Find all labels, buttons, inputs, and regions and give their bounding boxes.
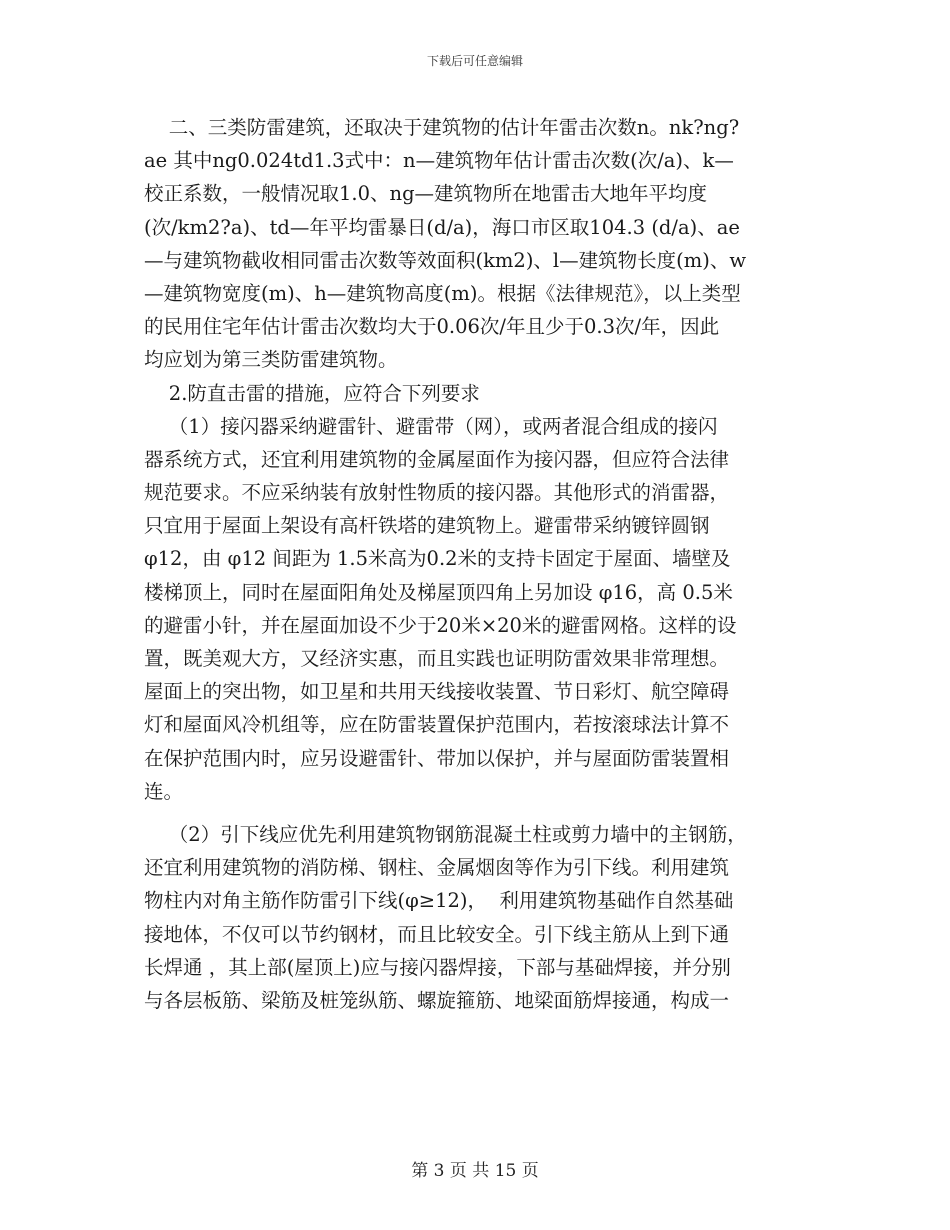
text-line: 2.防直击雷的措施，应符合下列要求 [144, 381, 480, 405]
page-footer: 第 3 页 共 15 页 [411, 1161, 539, 1181]
text-line: 屋面上的突出物，如卫星和共用天线接收装置、节日彩灯、航空障碍 [144, 680, 730, 704]
text-line: 均应划为第三类防雷建筑物。 [144, 348, 398, 372]
text-line: 只宜用于屋面上架设有高杆铁塔的建筑物上。避雷带采纳镀锌圆钢 [144, 514, 710, 538]
paragraph-gap [144, 808, 834, 818]
document-body [144, 111, 834, 1017]
text-line: ae 其中ng0.024td1.3式中：n—建筑物年估计雷击次数(次/a)、k— [144, 149, 734, 173]
text-line: 在保护范围内时，应另设避雷针、带加以保护，并与屋面防雷装置相 [144, 746, 730, 770]
text-line: 与各层板筋、梁筋及桩笼纵筋、螺旋箍筋、地梁面筋焊接通，构成一 [144, 988, 730, 1012]
text-line: 还宜利用建筑物的消防梯、钢柱、金属烟囱等作为引下线。利用建筑 [144, 856, 730, 880]
text-line: 楼梯顶上，同时在屋面阳角处及梯屋顶四角上另加设 φ16，高 0.5米 [144, 580, 733, 604]
text-line: —与建筑物截收相同雷击次数等效面积(km2)、l—建筑物长度(m)、w [144, 248, 747, 272]
text-line: 物柱内对角主筋作防雷引下线(φ≥12)， 利用建筑物基础作自然基础 [144, 889, 734, 913]
text-line: 规范要求。不应采纳装有放射性物质的接闪器。其他形式的消雷器， [144, 481, 730, 505]
text-line: 二、三类防雷建筑，还取决于建筑物的估计年雷击次数n。nk?ng? [144, 116, 740, 139]
text-line: 灯和屋面风冷机组等，应在防雷装置保护范围内，若按滚球法计算不 [144, 713, 730, 737]
page-header: 下载后可任意编辑 [426, 54, 523, 68]
text-line: —建筑物宽度(m)、h—建筑物高度(m)。根据《法律规范》，以上类型 [144, 281, 741, 305]
text-line: 接地体，不仅可以节约钢材，而且比较安全。引下线主筋从上到下通 [144, 922, 730, 946]
text-line: （1）接闪器采纳避雷针、避雷带（网），或两者混合组成的接闪 [144, 414, 718, 438]
text-line: 置，既美观大方，又经济实惠，而且实践也证明防雷效果非常理想。 [144, 647, 730, 670]
text-line: 的避雷小针，并在屋面加设不少于20米×20米的避雷网格。这样的设 [144, 613, 737, 637]
text-line: 连。 [144, 779, 184, 803]
text-line: 的民用住宅年估计雷击次数均大于0.06次/年且少于0.3次/年，因此 [144, 315, 720, 339]
text-line: （2）引下线应优先利用建筑物钢筋混凝土柱或剪力墙中的主钢筋， [144, 822, 747, 846]
text-line: φ12，由 φ12 间距为 1.5米高为0.2米的支持卡固定于屋面、墙壁及 [144, 547, 731, 571]
text-line: 长焊通 ，其上部(屋顶上)应与接闪器焊接，下部与基础焊接，并分别 [144, 955, 731, 979]
text-line: 器系统方式，还宜利用建筑物的金属屋面作为接闪器，但应符合法律 [144, 447, 730, 471]
text-line: 校正系数，一般情况取1.0、ng—建筑物所在地雷击大地年平均度 [144, 182, 708, 206]
text-line: (次/km2?a)、td—年平均雷暴日(d/a)，海口市区取104.3 (d/a)、ae [144, 215, 740, 239]
